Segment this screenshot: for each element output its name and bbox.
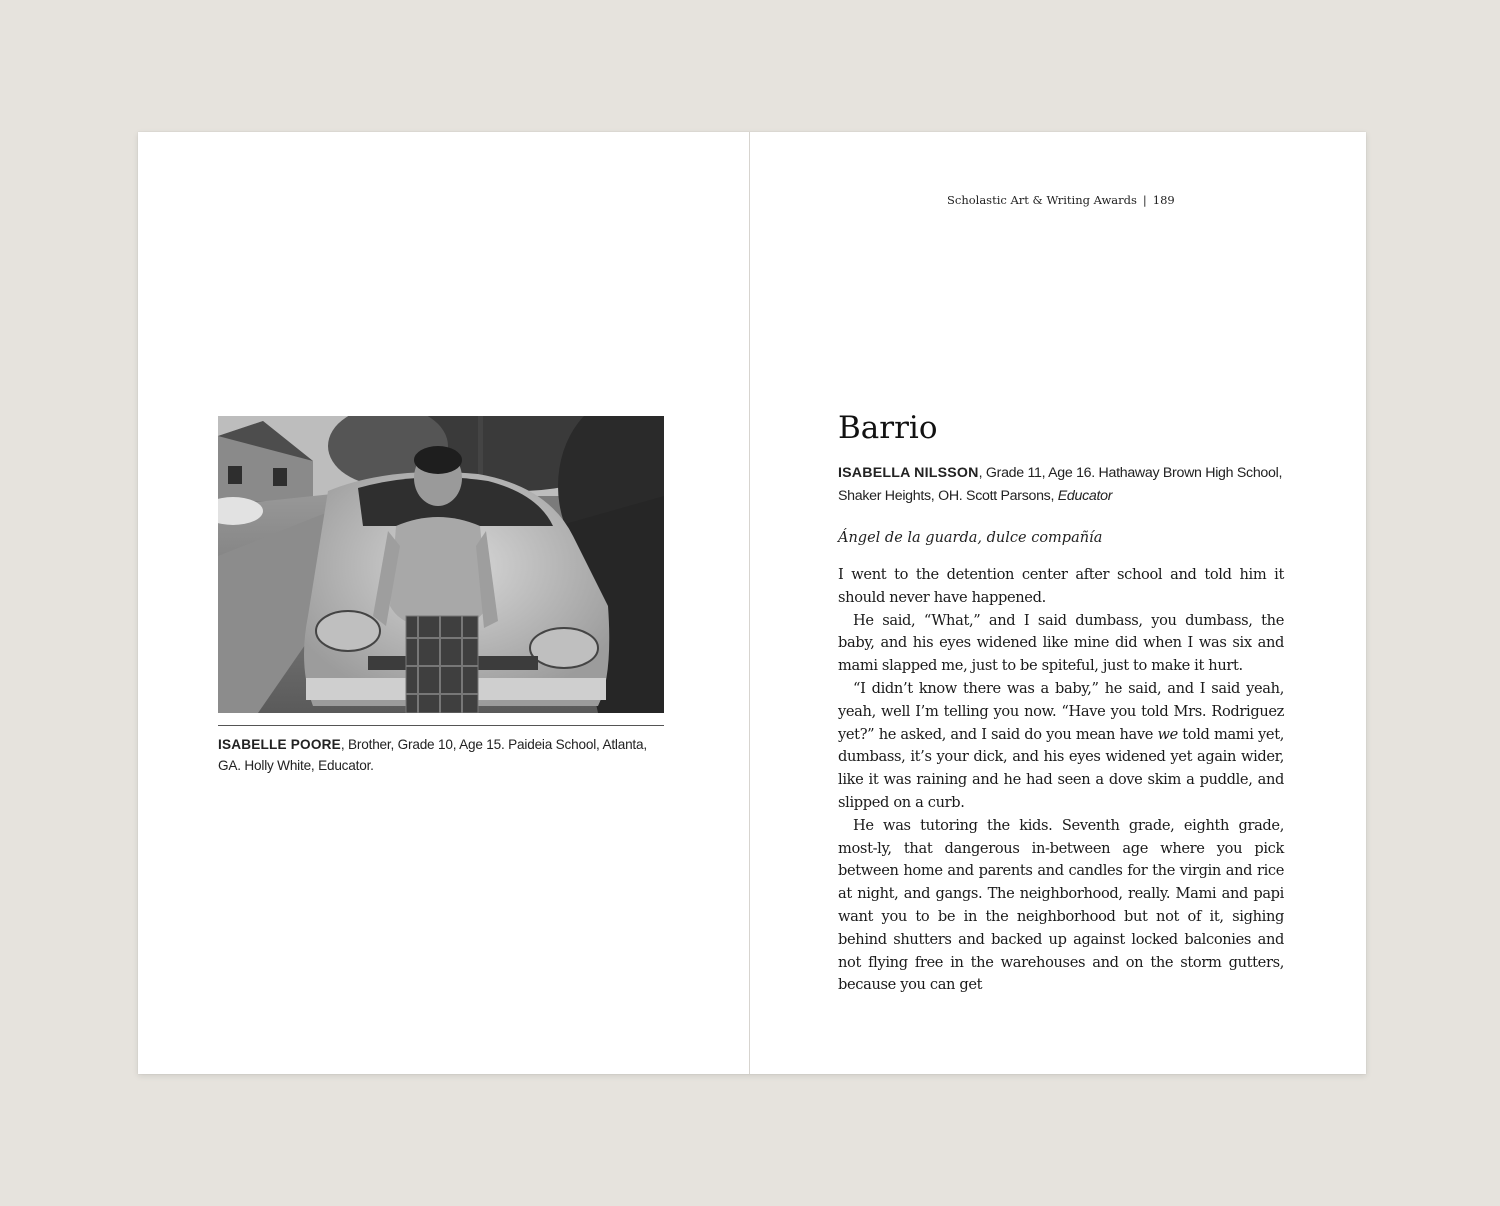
- photograph-image: [218, 416, 664, 713]
- book-spread: [138, 132, 1366, 1074]
- left-page: [138, 132, 749, 1074]
- caption-details: , Brother, Grade 10, Age 15. Paideia School, Atlanta, GA. Holly White, Educator.: [218, 737, 647, 773]
- paragraph-3-part-2: told mami yet, dumbass, it’s your dick, and his eyes widened yet again wider, like it was raining and he had seen a dove skim a puddle, and slipped on a curb.: [838, 725, 1284, 811]
- paragraph-1: I went to the detention center after school and told him it should never have happened.: [838, 566, 1284, 606]
- author-name: ISABELLA NILSSON: [838, 465, 979, 481]
- artist-name: ISABELLE POORE: [218, 737, 341, 752]
- caption-rule: [218, 725, 664, 726]
- page-number: 189: [1152, 193, 1175, 207]
- photo-caption: [218, 734, 668, 776]
- byline: [838, 462, 1288, 508]
- epigraph: Ángel de la guarda, dulce compañía: [838, 530, 1103, 546]
- right-page: [750, 132, 1366, 1074]
- paragraph-3-part-1: “I didn’t know there was a baby,” he said, and I said yeah, yeah, well I’m telling you now. “Have you told Mrs. Rodriguez yet?” he asked, and I said do you mean have: [838, 679, 1284, 743]
- story-title: Barrio: [838, 410, 938, 446]
- paragraph-3: [838, 678, 1284, 815]
- running-header: [947, 193, 1175, 207]
- byline-role: Educator: [1057, 488, 1113, 504]
- paragraph-4: He was tutoring the kids. Seventh grade, eighth grade, most-ly, that dangerous in-between age where you pick between home and parents and candles for the virgin and rice at night, and gangs. The neighborhood, really. Mami and papi want you to be in the neighborhood but not of it, sighing behind shutters and backed up against locked balconies and not flying free in the warehouses and on the storm gutters, because you can get: [838, 816, 1284, 994]
- header-separator: |: [1142, 193, 1147, 207]
- photograph: [218, 416, 664, 713]
- paragraph-3-emphasis: we: [1157, 725, 1178, 743]
- story-body: [838, 564, 1284, 997]
- byline-details: , Grade 11, Age 16. Hathaway Brown High School, Shaker Heights, OH. Scott Parsons,: [838, 465, 1283, 504]
- paragraph-2: He said, “What,” and I said dumbass, you dumbass, the baby, and his eyes widened like mine did when I was six and mami slapped me, just to be spiteful, just to make it hurt.: [838, 611, 1284, 675]
- book-title: Scholastic Art & Writing Awards: [947, 193, 1137, 207]
